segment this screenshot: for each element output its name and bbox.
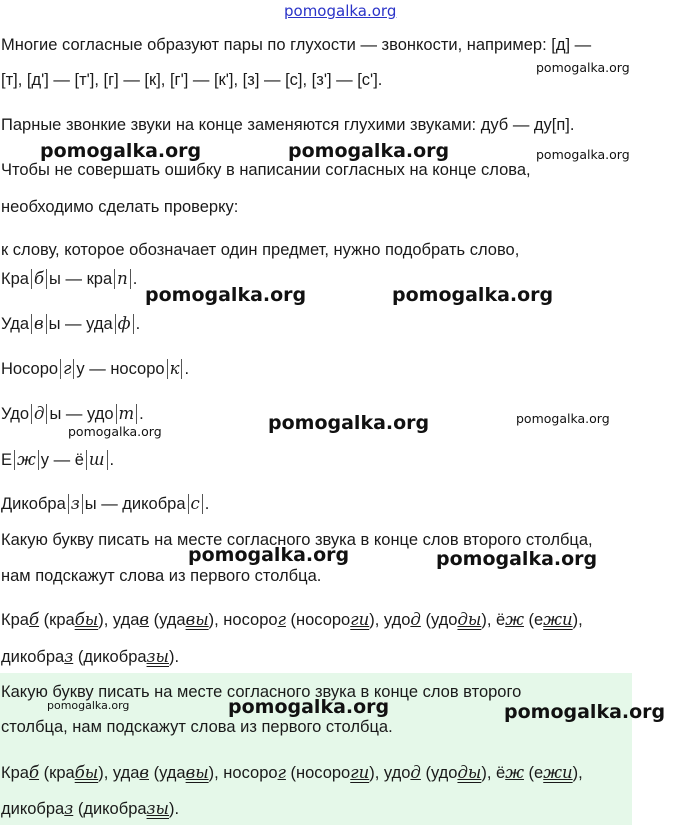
watermark: pomogalka.org [228, 696, 390, 718]
pair-row: Дикобра з ы — дикобра с . [1, 494, 210, 513]
answer2-line2: дикобраз (дикобразы). [1, 799, 180, 818]
answer-line2: дикобраз (дикобразы). [1, 647, 180, 666]
watermark: pomogalka.org [392, 284, 554, 306]
pair-row: Уда в ы — уда ф . [1, 314, 141, 333]
answer-line1: Краб (крабы), удав (удавы), носорог (носороги), удод (удоды), ёж (ежи), [1, 610, 583, 629]
answer2-line1: Краб (крабы), удав (удавы), носорог (носороги), удод (удоды), ёж (ежи), [1, 763, 583, 782]
watermark: pomogalka.org [268, 412, 430, 434]
watermark: pomogalka.org [504, 701, 666, 723]
pair-row: Удо д ы — удо т . [1, 404, 144, 423]
watermark: pomogalka.org [40, 140, 202, 162]
watermark: pomogalka.org [288, 140, 450, 162]
watermark-top-link[interactable]: pomogalka.org [284, 2, 397, 20]
watermark: pomogalka.org [188, 544, 350, 566]
paragraph-pairs-line2: [т], [д'] — [т'], [г] — [к], [г'] — [к'], [з] — [с], [з'] — [с']. [1, 71, 383, 89]
pair-row: Носоро г у — носоро к . [1, 359, 190, 378]
question-line1: Какую букву писать на месте согласного звука в конце слов второго столбца, [1, 531, 593, 549]
watermark: pomogalka.org [47, 699, 130, 712]
watermark: pomogalka.org [536, 60, 630, 75]
watermark: pomogalka.org [436, 548, 598, 570]
paragraph-rule: Парные звонкие звуки на конце заменяются глухими звуками: дуб — ду[п]. [1, 116, 575, 134]
question-line2: нам подскажут слова из первого столбца. [1, 567, 322, 585]
question2-line2: столбца, нам подскажут слова из первого столбца. [1, 718, 393, 736]
watermark: pomogalka.org [145, 284, 307, 306]
watermark: pomogalka.org [536, 147, 630, 162]
paragraph-hint: к слову, которое обозначает один предмет, нужно подобрать слово, [1, 241, 520, 259]
paragraph-check-line1: Чтобы не совершать ошибку в написании согласных на конце слова, [1, 161, 531, 179]
pair-row: Е ж у — ё ш . [1, 450, 115, 469]
watermark: pomogalka.org [516, 411, 610, 426]
pair-row: Кра б ы — кра п . [1, 269, 138, 288]
question2-line1: Какую букву писать на месте согласного звука в конце слов второго [1, 683, 522, 701]
paragraph-pairs-line1: Многие согласные образуют пары по глухости — звонкости, например: [д] — [1, 36, 592, 54]
watermark: pomogalka.org [68, 424, 162, 439]
paragraph-check-line2: необходимо сделать проверку: [1, 198, 239, 216]
